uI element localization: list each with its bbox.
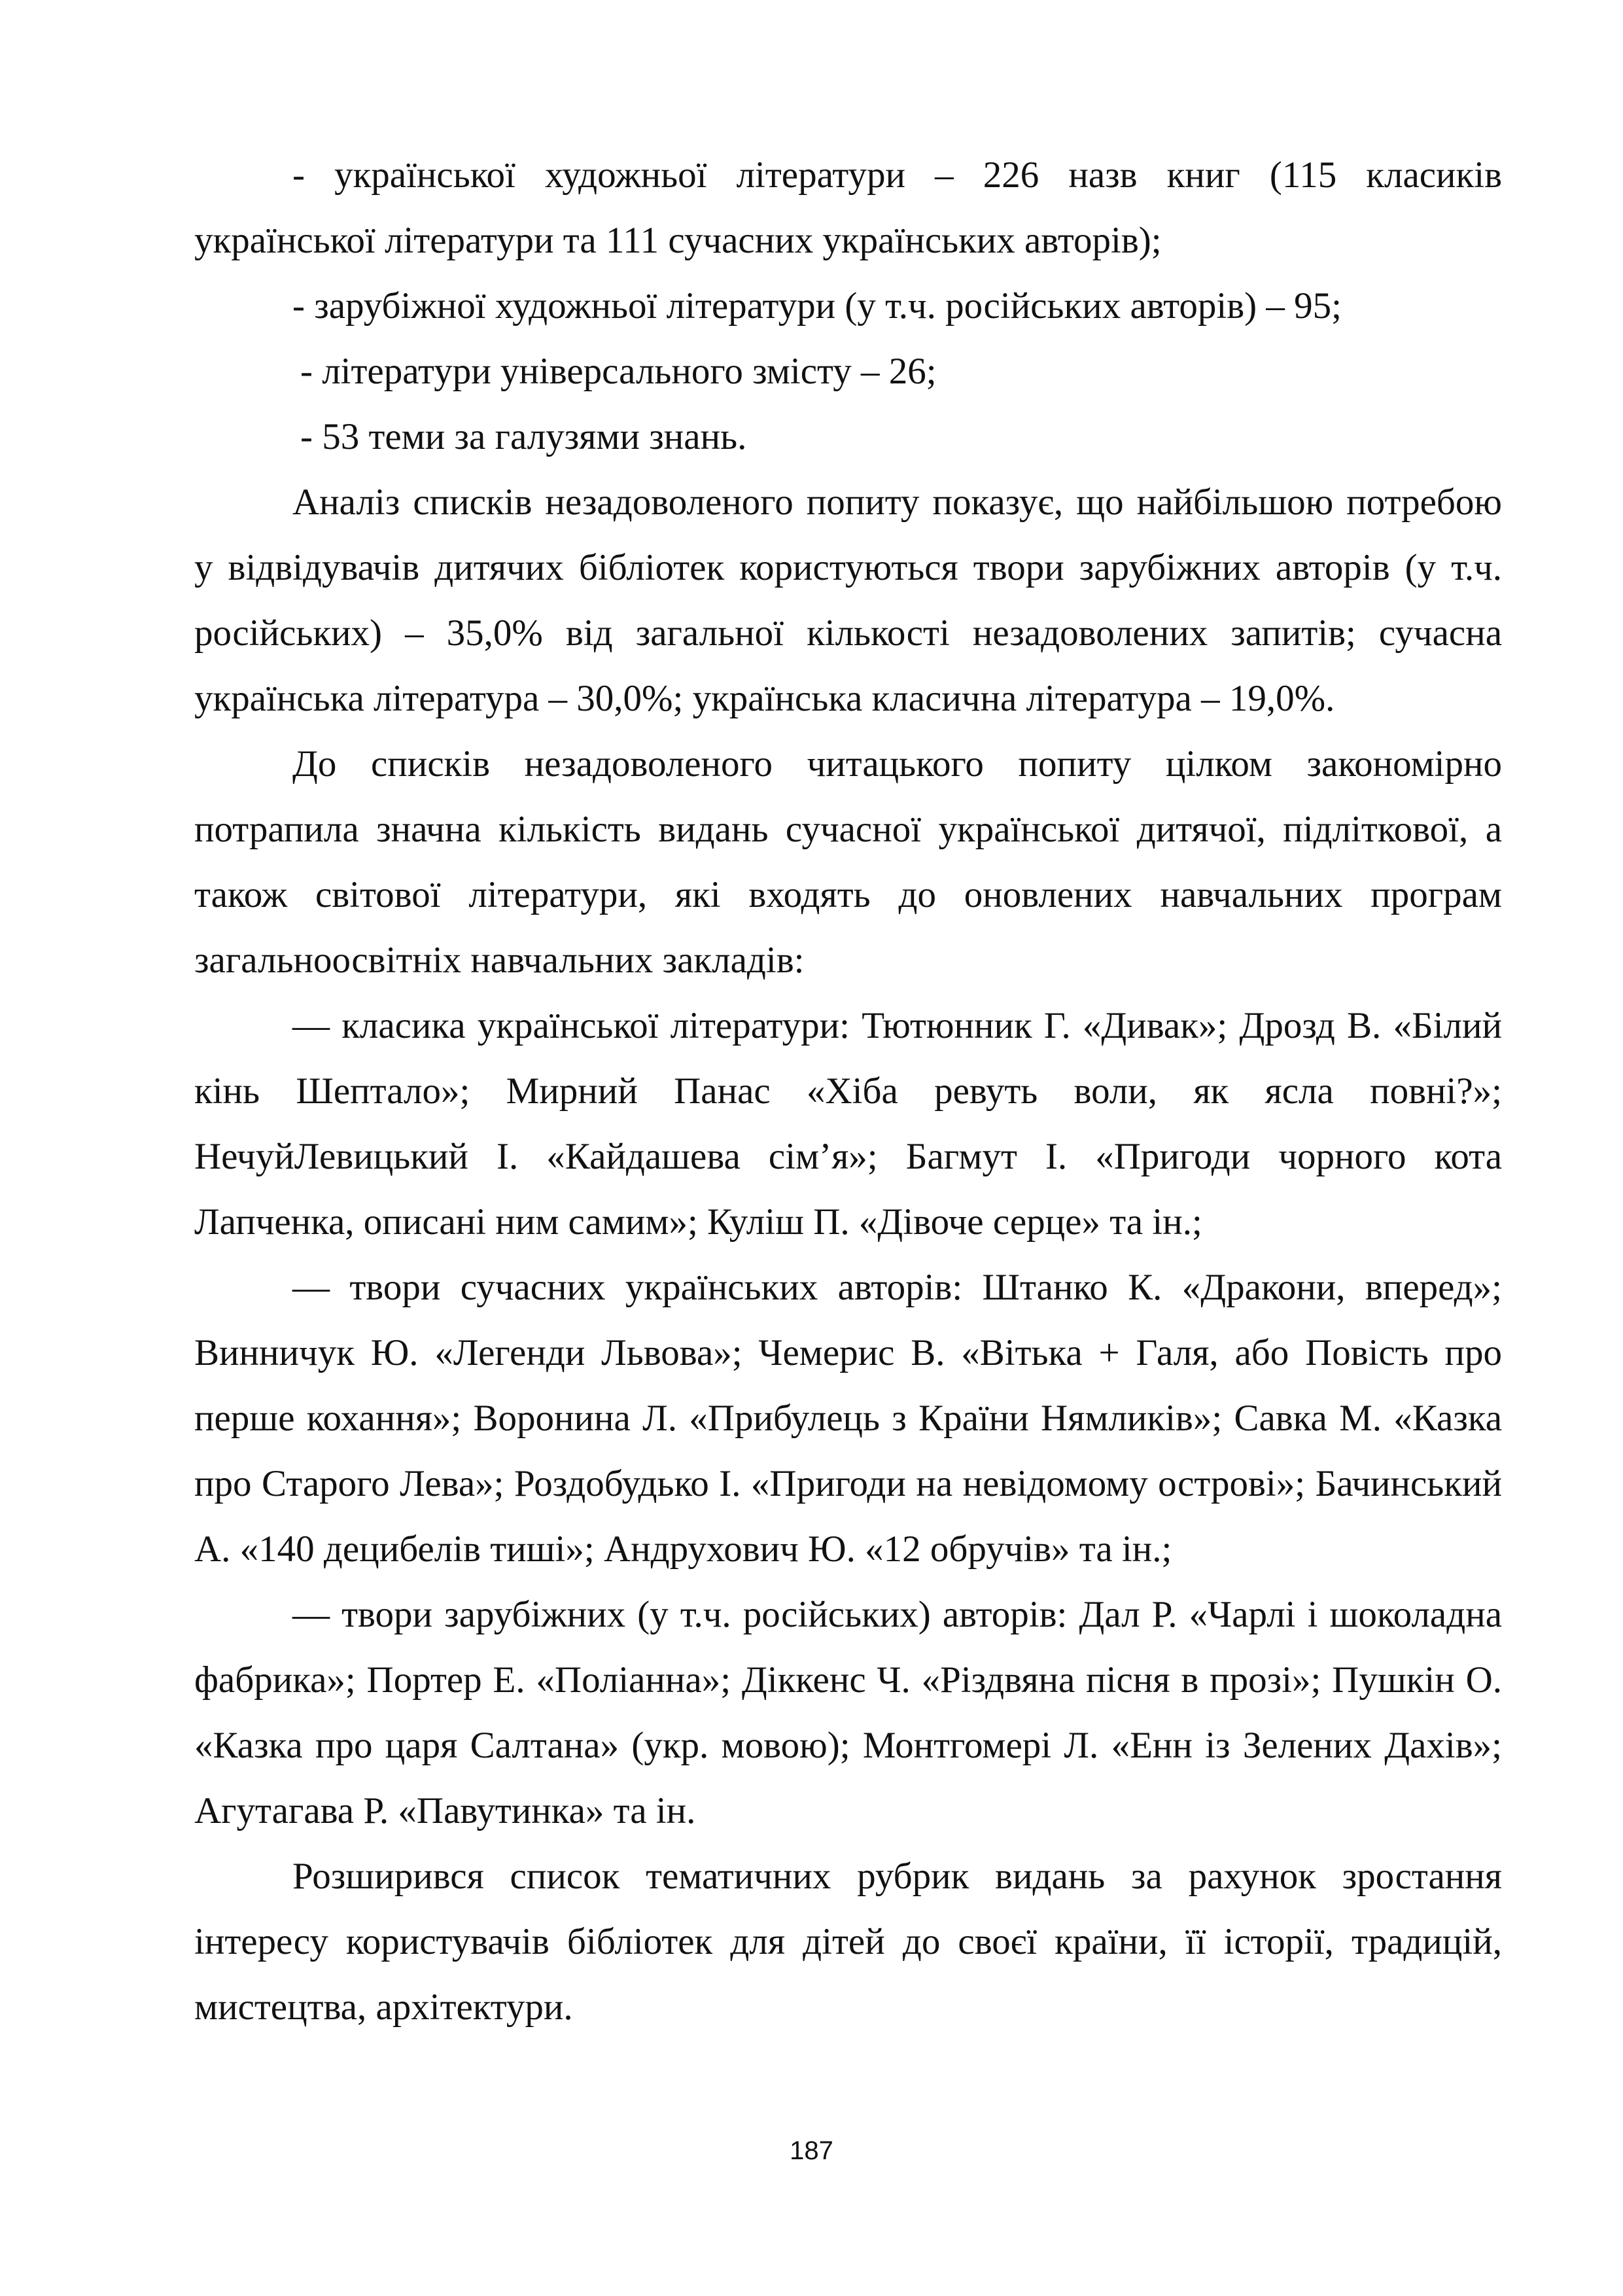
paragraph-rubrics: Розширився список тематичних рубрик видань за рахунок зростання інтересу користувачів бібліотек для дітей до своєї країни, її історії, традицій, мистецтва, архітектури.	[194, 1856, 1502, 2028]
list-item-foreign-authors: — твори зарубіжних (у т.ч. російських) авторів: Дал Р. «Чарлі і шоколадна фабрика»; Портер Е. «Поліанна»; Діккенс Ч. «Різдвяна пісня в прозі»; Пушкін О. «Казка про царя Салтана» (укр. мовою); Монтгомері Л. «Енн із Зелених Дахів»; Агутагава Р. «Павутинка» та ін.	[194, 1594, 1502, 1831]
list-item-universal-literature: - літератури універсального змісту – 26;	[300, 351, 937, 392]
list-item-modern-authors: — твори сучасних українських авторів: Штанко К. «Дракони, вперед»; Винничук Ю. «Легенди Львова»; Чемерис В. «Вітька + Галя, або Повість про перше кохання»; Воронина Л. «Прибулець з Країни Нямликів»; Савка М. «Казка про Старого Лева»; Роздобудько І. «Пригоди на невідомому острові»; Бачинський А. «140 децибелів тиші»; Андрухович Ю. «12 обручів» та ін.;	[194, 1267, 1502, 1570]
list-item-knowledge-topics: - 53 теми за галузями знань.	[300, 416, 747, 457]
list-item-ukrainian-fiction: - української художньої літератури – 226 назв книг (115 класиків української літератури та 111 сучасних українських авторів);	[194, 154, 1502, 261]
page-number: 187	[790, 2136, 833, 2165]
document-body	[194, 143, 1502, 2040]
list-item-foreign-fiction: - зарубіжної художньої літератури (у т.ч. російських авторів) – 95;	[292, 285, 1342, 327]
paragraph-demand-analysis: Аналіз списків незадоволеного попиту показує, що найбільшою потребою у відвідувачів дитячих бібліотек користуються твори зарубіжних авторів (у т.ч. російських) – 35,0% від загальної кількості незадоволених запитів; сучасна українська література – 30,0%; українська класична література – 19,0%.	[194, 482, 1502, 719]
list-item-classics: — класика української літератури: Тютюнник Г. «Дивак»; Дрозд В. «Білий кінь Шептало»; Мирний Панас «Хіба ревуть воли, як ясла повні?»; НечуйЛевицький І. «Кайдашева сім’я»; Багмут І. «Пригоди чорного кота Лапченка, описані ним самим»; Куліш П. «Дівоче серце» та ін.;	[194, 1005, 1502, 1243]
paragraph-unsatisfied-demand: До списків незадоволеного читацького попиту цілком закономірно потрапила значна кількість видань сучасної української дитячої, підліткової, а також світової літератури, які входять до оновлених навчальних програм загальноосвітніх навчальних закладів:	[194, 743, 1502, 981]
